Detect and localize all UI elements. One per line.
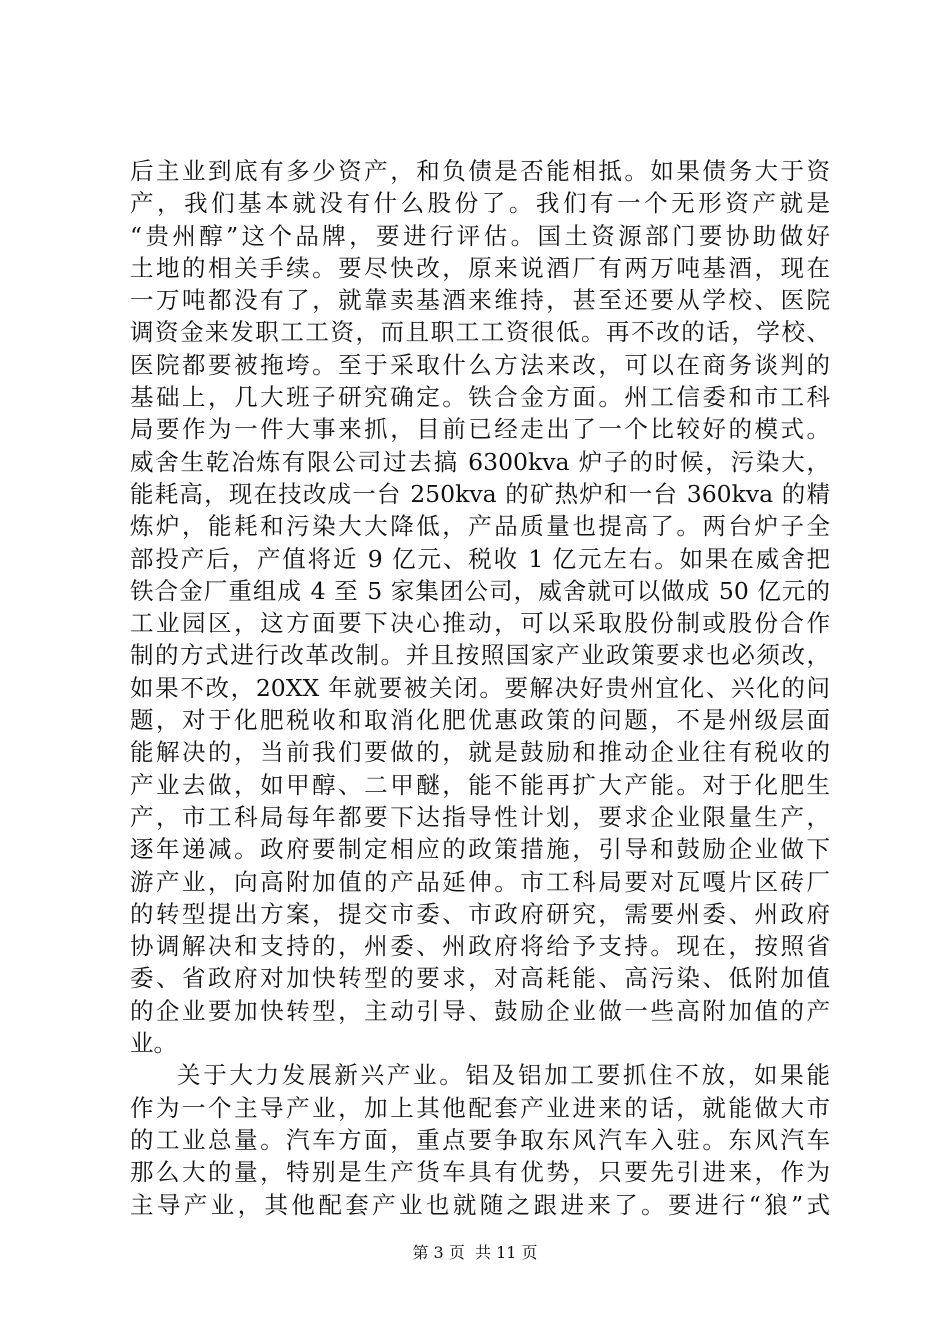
text-line: 局要作为一件大事来抓，目前已经走出了一个比较好的模式。 xyxy=(130,415,830,444)
page-number-footer: 第 3 页 共 11 页 xyxy=(412,1243,538,1262)
text-line: 威舍生乾冶炼有限公司过去搞 6300kva 炉子的时候，污染大， xyxy=(130,447,830,476)
text-line: 炼炉，能耗和污染大大降低，产品质量也提高了。两台炉子全 xyxy=(130,512,830,541)
text-line: “贵州醇”这个品牌，要进行评估。国土资源部门要协助做好 xyxy=(130,221,830,250)
text-line: 制的方式进行改革改制。并且按照国家产业政策要求也必须改， xyxy=(130,641,830,670)
text-line: 土地的相关手续。要尽快改，原来说酒厂有两万吨基酒，现在 xyxy=(130,253,830,282)
text-line: 协调解决和支持的，州委、州政府将给予支持。现在，按照省 xyxy=(130,932,830,961)
text-line: 基础上，几大班子研究确定。铁合金方面。州工信委和市工科 xyxy=(130,383,830,412)
paragraph-first-line: 关于大力发展新兴产业。铝及铝加工要抓住不放，如果能 xyxy=(177,1061,830,1090)
text-line: 的企业要加快转型，主动引导、鼓励企业做一些高附加值的产 xyxy=(130,996,830,1025)
text-line: 如果不改，20XX 年就要被关闭。要解决好贵州宜化、兴化的问 xyxy=(130,673,830,702)
text-line: 产业去做，如甲醇、二甲醚，能不能再扩大产能。对于化肥生 xyxy=(130,770,830,799)
text-line: 题，对于化肥税收和取消化肥优惠政策的问题，不是州级层面 xyxy=(130,706,830,735)
text-line: 能解决的，当前我们要做的，就是鼓励和推动企业往有税收的 xyxy=(130,738,830,767)
text-line: 产，市工科局每年都要下达指导性计划，要求企业限量生产， xyxy=(130,802,830,831)
text-line: 工业园区，这方面要下决心推动，可以采取股份制或股份合作 xyxy=(130,609,830,638)
text-line: 委、省政府对加快转型的要求，对高耗能、高污染、低附加值 xyxy=(130,964,830,993)
text-line: 业。 xyxy=(130,1029,177,1058)
text-line: 能耗高，现在技改成一台 250kva 的矿热炉和一台 360kva 的精 xyxy=(130,479,830,508)
text-line: 的工业总量。汽车方面，重点要争取东风汽车入驻。东风汽车 xyxy=(130,1125,830,1154)
text-line: 调资金来发职工工资，而且职工工资很低。再不改的话，学校、 xyxy=(130,318,830,347)
body-text xyxy=(130,155,830,1221)
text-line: 主导产业，其他配套产业也就随之跟进来了。要进行“狼”式 xyxy=(130,1190,830,1219)
text-line: 铁合金厂重组成 4 至 5 家集团公司，威舍就可以做成 50 亿元的 xyxy=(130,576,830,605)
text-line: 一万吨都没有了，就靠卖基酒来维持，甚至还要从学校、医院 xyxy=(130,286,830,315)
text-line: 游产业，向高附加值的产品延伸。市工科局要对瓦嘎片区砖厂 xyxy=(130,867,830,896)
text-line: 后主业到底有多少资产，和负债是否能相抵。如果债务大于资 xyxy=(130,157,830,185)
text-line: 的转型提出方案，提交市委、市政府研究，需要州委、州政府 xyxy=(130,899,830,928)
text-line: 那么大的量，特别是生产货车具有优势，只要先引进来，作为 xyxy=(130,1158,830,1187)
text-line: 作为一个主导产业，加上其他配套产业进来的话，就能做大市 xyxy=(130,1093,830,1122)
text-line: 医院都要被拖垮。至于采取什么方法来改，可以在商务谈判的 xyxy=(130,350,830,379)
text-line: 产，我们基本就没有什么股份了。我们有一个无形资产就是 xyxy=(130,189,830,218)
text-line: 逐年递减。政府要制定相应的政策措施，引导和鼓励企业做下 xyxy=(130,835,830,864)
text-line: 部投产后，产值将近 9 亿元、税收 1 亿元左右。如果在威舍把 xyxy=(130,544,830,573)
